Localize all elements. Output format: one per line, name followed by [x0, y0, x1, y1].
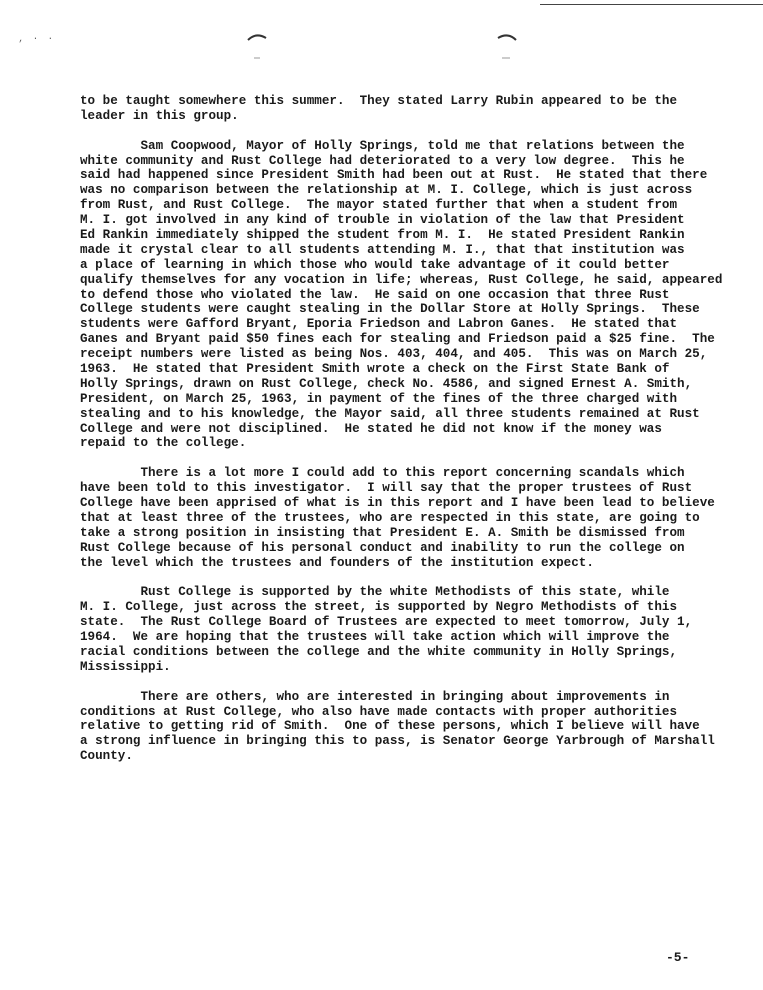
paragraph — [80, 466, 720, 570]
punch-hole-mark-left — [246, 30, 268, 44]
text-line: state. The Rust College Board of Trustees are expected to meet tomorrow, July 1, — [80, 615, 693, 630]
text-line: stealing and to his knowledge, the Mayor said, all three students remained at Rust — [80, 406, 700, 421]
text-line: There is a lot more I could add to this report concerning scandals which — [80, 466, 685, 481]
text-line: students were Gafford Bryant, Eporia Friedson and Labron Ganes. He stated that — [80, 317, 678, 332]
text-line: M. I. College, just across the street, is supported by Negro Methodists of this — [80, 600, 678, 615]
text-line: There are others, who are interested in bringing about improvements in — [80, 689, 670, 704]
paragraph — [80, 690, 720, 764]
text-line: a place of learning in which those who would take advantage of it could better — [80, 257, 670, 272]
paragraph — [80, 585, 720, 674]
top-edge-rule — [540, 4, 763, 5]
text-line: College have been apprised of what is in this report and I have been lead to believe — [80, 496, 715, 511]
text-line: Sam Coopwood, Mayor of Holly Springs, told me that relations between the — [80, 138, 685, 153]
text-line: receipt numbers were listed as being Nos. 403, 404, and 405. This was on March 25, — [80, 347, 708, 362]
text-line: take a strong position in insisting that President E. A. Smith be dismissed from — [80, 525, 685, 540]
text-line: 1964. We are hoping that the trustees will take action which will improve the — [80, 630, 670, 645]
text-line: M. I. got involved in any kind of trouble in violation of the law that President — [80, 213, 685, 228]
text-line: College and were not disciplined. He stated he did not know if the money was — [80, 421, 662, 436]
text-line: College students were caught stealing in the Dollar Store at Holly Springs. These — [80, 302, 700, 317]
text-line: relative to getting rid of Smith. One of these persons, which I believe will have — [80, 719, 700, 734]
text-line: to be taught somewhere this summer. They stated Larry Rubin appeared to be the — [80, 94, 678, 108]
text-line: said had happened since President Smith had been out at Rust. He stated that there — [80, 168, 708, 183]
text-line: Ganes and Bryant paid $50 fines each for stealing and Friedson paid a $25 fine. The — [80, 332, 715, 347]
text-line: to defend those who violated the law. He said on one occasion that three Rust — [80, 287, 670, 302]
text-line: 1963. He stated that President Smith wrote a check on the First State Bank of — [80, 362, 670, 377]
paragraph — [80, 94, 720, 124]
text-line: was no comparison between the relationship at M. I. College, which is just across — [80, 183, 693, 198]
text-line: Holly Springs, drawn on Rust College, check No. 4586, and signed Ernest A. Smith, — [80, 376, 693, 391]
text-line: have been told to this investigator. I will say that the proper trustees of Rust — [80, 481, 693, 496]
text-line: that at least three of the trustees, who are respected in this state, are going to — [80, 510, 700, 525]
text-line: racial conditions between the college and the white community in Holly Springs, — [80, 644, 678, 659]
punch-hole-mark-right — [496, 30, 518, 44]
text-line: the level which the trustees and founders of the institution expect. — [80, 555, 594, 570]
text-line: County. — [80, 749, 133, 764]
text-line: conditions at Rust College, who also have made contacts with proper authorities — [80, 704, 678, 719]
page-number: -5- — [666, 950, 690, 965]
text-line: white community and Rust College had deteriorated to a very low degree. This he — [80, 153, 685, 168]
text-line: Ed Rankin immediately shipped the student from M. I. He stated President Rankin — [80, 228, 685, 243]
text-line: Mississippi. — [80, 659, 171, 674]
text-line: Rust College is supported by the white Methodists of this state, while — [80, 585, 670, 600]
text-line: leader in this group. — [80, 108, 239, 123]
paragraph — [80, 138, 723, 452]
text-line: qualify themselves for any vocation in life; whereas, Rust College, he said, appeared — [80, 272, 723, 287]
text-line: President, on March 25, 1963, in payment of the fines of the three charged with — [80, 391, 678, 406]
text-line: repaid to the college. — [80, 436, 247, 451]
typewritten-body — [80, 94, 723, 779]
corner-scan-marks: ‚ · · — [18, 34, 56, 44]
text-line: a strong influence in bringing this to pass, is Senator George Yarbrough of Marshall — [80, 734, 715, 749]
text-line: from Rust, and Rust College. The mayor stated further that when a student from — [80, 198, 678, 213]
text-line: made it crystal clear to all students attending M. I., that that institution was — [80, 242, 685, 257]
text-line: Rust College because of his personal conduct and inability to run the college on — [80, 540, 685, 555]
